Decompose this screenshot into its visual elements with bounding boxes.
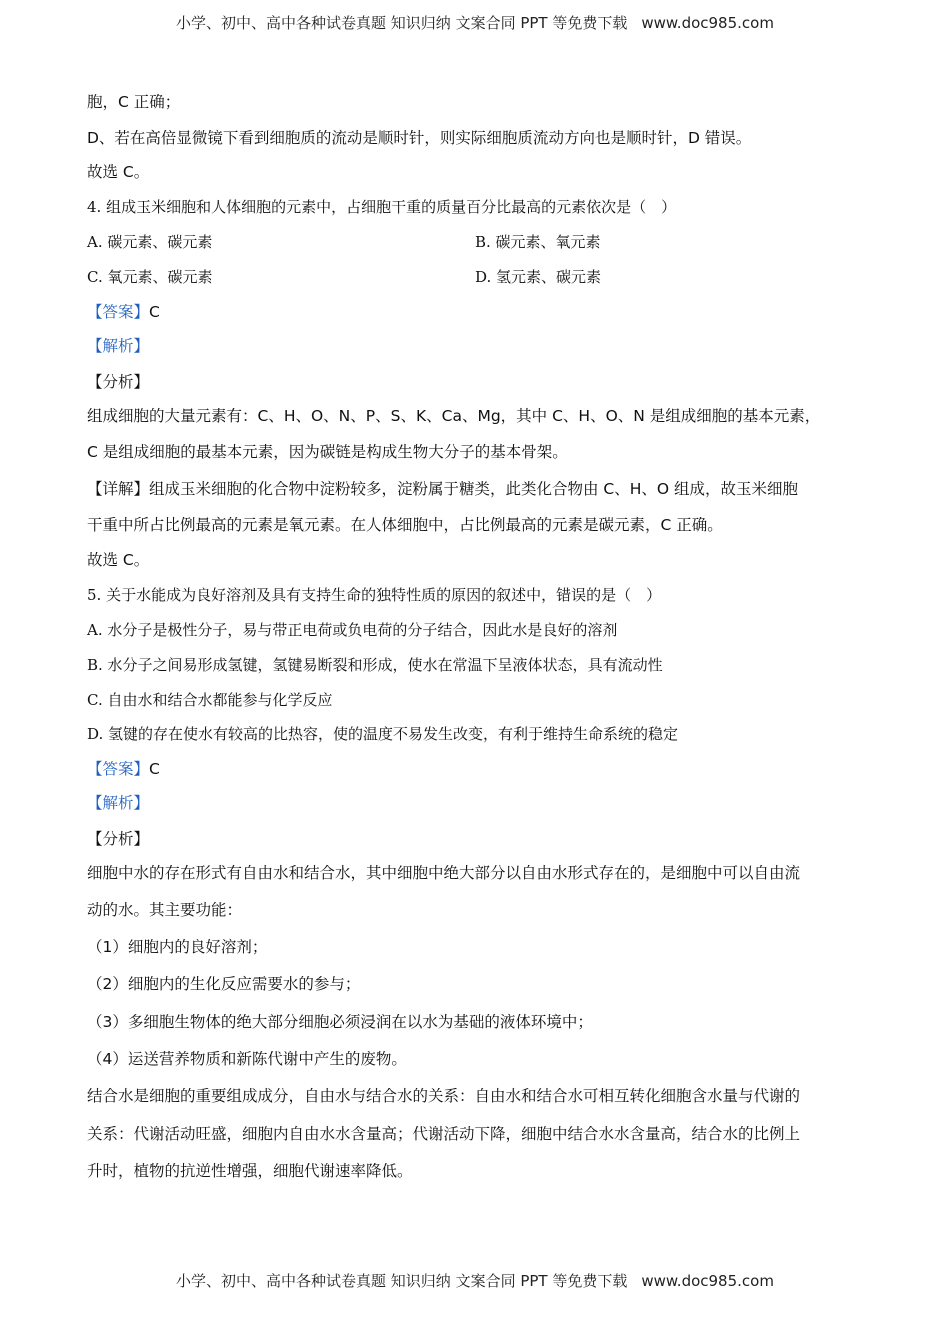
- text-line: D、若在高倍显微镜下看到细胞质的流动是顺时针，则实际细胞质流动方向也是顺时针，D 错误。: [87, 129, 752, 147]
- page-header: [0, 12, 950, 33]
- q5-option-a: A. 水分子是极性分子，易与带正电荷或负电荷的分子结合，因此水是良好的溶剂: [87, 621, 618, 639]
- text-line: 胞，C 正确；: [87, 93, 181, 111]
- question-4-stem: 4. 组成玉米细胞和人体细胞的元素中，占细胞干重的质量百分比最高的元素依次是（ ）: [87, 198, 677, 216]
- q5-jiexi-tag: 【解析】: [87, 794, 150, 812]
- text-line: 动的水。其主要功能：: [87, 901, 243, 919]
- text-line: 细胞中水的存在形式有自由水和结合水，其中细胞中绝大部分以自由水形式存在的，是细胞中可以自由流: [87, 864, 801, 882]
- q4-option-c: C. 氧元素、碳元素: [87, 268, 213, 286]
- text-line: 干重中所占比例最高的元素是氧元素。在人体细胞中，占比例最高的元素是碳元素，C 正确。: [87, 516, 723, 534]
- text-line: 升时，植物的抗逆性增强，细胞代谢速率降低。: [87, 1162, 413, 1180]
- list-item: （4）运送营养物质和新陈代谢中产生的废物。: [87, 1050, 407, 1068]
- answer-value: C: [149, 760, 160, 778]
- footer-site: www.doc985.com: [641, 1272, 774, 1290]
- text-line: 结合水是细胞的重要组成成分，自由水与结合水的关系：自由水和结合水可相互转化细胞含水量与代谢的: [87, 1087, 801, 1105]
- q5-fenxi-tag: 【分析】: [87, 830, 150, 848]
- list-item: （3）多细胞生物体的绝大部分细胞必须浸润在以水为基础的液体环境中；: [87, 1013, 593, 1031]
- page-footer: [0, 1270, 950, 1291]
- answer-tag: 【答案】: [87, 303, 150, 321]
- q4-fenxi-tag: 【分析】: [87, 373, 150, 391]
- q4-option-b: B. 碳元素、氧元素: [475, 233, 601, 251]
- text-line: 关系：代谢活动旺盛，细胞内自由水水含量高；代谢活动下降，细胞中结合水水含量高，结合水的比例上: [87, 1125, 801, 1143]
- q5-option-b: B. 水分子之间易形成氢键，氢键易断裂和形成，使水在常温下呈液体状态，具有流动性: [87, 656, 663, 674]
- q4-option-a: A. 碳元素、碳元素: [87, 233, 213, 251]
- question-5-stem: 5. 关于水能成为良好溶剂及具有支持生命的独特性质的原因的叙述中，错误的是（ ）: [87, 586, 662, 604]
- list-item: （2）细胞内的生化反应需要水的参与；: [87, 975, 361, 993]
- q5-option-d: D. 氢键的存在使水有较高的比热容，使的温度不易发生改变，有利于维持生命系统的稳定: [87, 725, 679, 743]
- q4-answer: [87, 300, 160, 322]
- header-site: www.doc985.com: [641, 14, 774, 32]
- q4-jiexi-tag: 【解析】: [87, 337, 150, 355]
- text-line: 故选 C。: [87, 551, 150, 569]
- text-line: C 是组成细胞的最基本元素，因为碳链是构成生物大分子的基本骨架。: [87, 443, 568, 461]
- q5-option-c: C. 自由水和结合水都能参与化学反应: [87, 691, 333, 709]
- answer-value: C: [149, 303, 160, 321]
- list-item: （1）细胞内的良好溶剂；: [87, 938, 268, 956]
- text-line: 组成细胞的大量元素有：C、H、O、N、P、S、K、Ca、Mg，其中 C、H、O、N 是组成细胞的基本元素，: [87, 407, 821, 425]
- q4-option-d: D. 氢元素、碳元素: [475, 268, 602, 286]
- text-line: 【详解】组成玉米细胞的化合物中淀粉较多，淀粉属于糖类，此类化合物由 C、H、O 组成，故玉米细胞: [87, 480, 799, 498]
- answer-tag: 【答案】: [87, 760, 150, 778]
- q5-answer: [87, 757, 160, 779]
- text-line: 故选 C。: [87, 163, 150, 181]
- header-text: 小学、初中、高中各种试卷真题 知识归纳 文案合同 PPT 等免费下载: [176, 14, 628, 32]
- footer-text: 小学、初中、高中各种试卷真题 知识归纳 文案合同 PPT 等免费下载: [176, 1272, 628, 1290]
